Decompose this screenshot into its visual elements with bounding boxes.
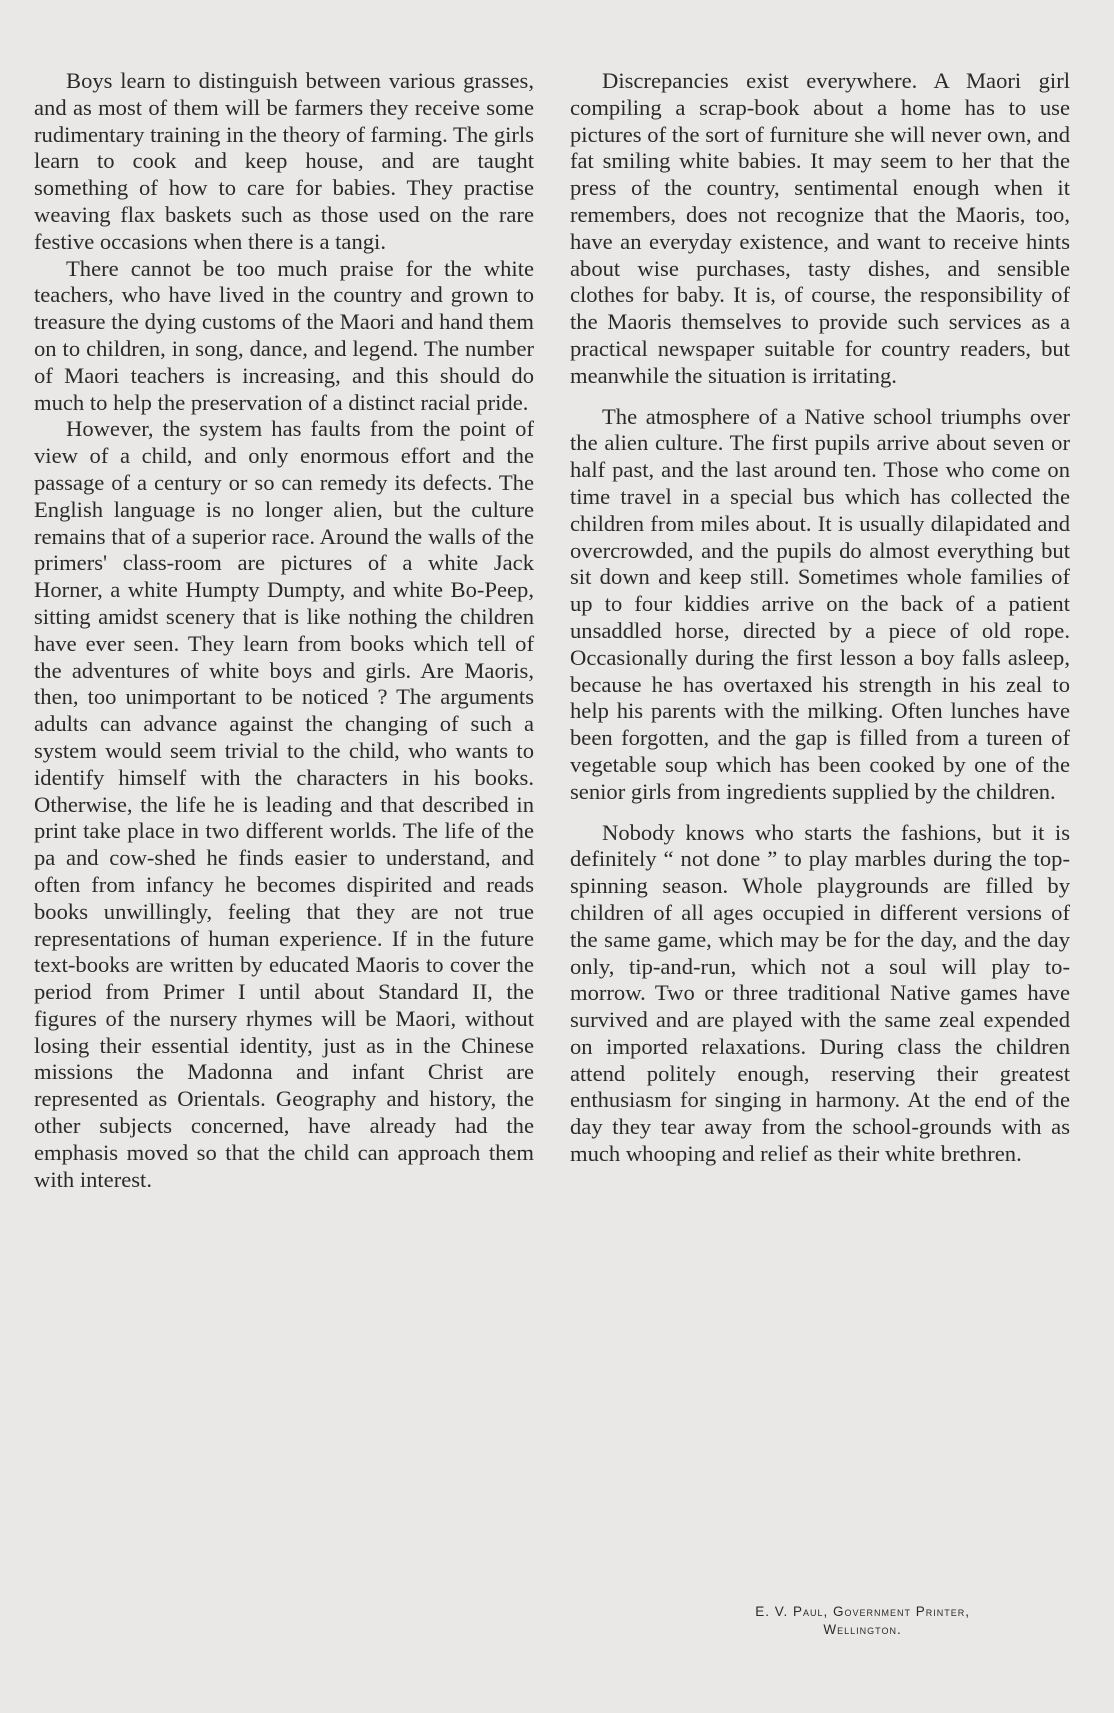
left-column — [34, 68, 534, 1193]
imprint-line-1: E. V. Paul, Government Printer, — [755, 1604, 970, 1619]
paragraph: The atmosphere of a Native school triumphs over the alien culture. The first pupils arrive about seven or half past, and the last around ten. Those who come on time travel in a special bus which has collected the children from miles about. It is usually dilapidated and overcrowded, and the pupils do almost everything but sit down and keep still. Sometimes whole families of up to four kiddies arrive on the back of a patient unsaddled horse, directed by a piece of old rope. Occasionally during the first lesson a boy falls asleep, because he has overtaxed his strength in his zeal to help his parents with the milking. Often lunches have been forgotten, and the gap is filled from a tureen of vegetable soup which has been cooked by one of the senior girls from ingredients supplied by the children. — [570, 403, 1070, 804]
right-column — [570, 68, 1070, 1168]
paragraph: Boys learn to distinguish between various grasses, and as most of them will be farmers they receive some rudimentary training in the theory of farming. The girls learn to cook and keep house, and are taught something of how to care for babies. They practise weaving flax baskets such as those used on the rare festive occasions when there is a tangi. — [34, 68, 534, 254]
printer-imprint — [755, 1603, 970, 1639]
paragraph: Discrepancies exist everywhere. A Maori girl compiling a scrap-book about a home has to use pictures of the sort of furniture she will never own, and fat smiling white babies. It may seem to her that the press of the country, sentimental enough when it remembers, does not recognize that the Maoris, too, have an everyday existence, and want to receive hints about wise purchases, tasty dishes, and sensible clothes for baby. It is, of course, the responsibility of the Maoris themselves to provide such services as a practical newspaper suitable for country readers, but meanwhile the situation is irritating. — [570, 68, 1070, 388]
imprint-line-2: Wellington. — [823, 1622, 902, 1637]
paragraph: However, the system has faults from the point of view of a child, and only enormous effort and the passage of a century or so can remedy its defects. The English language is no longer alien, but the culture remains that of a superior race. Around the walls of the primers' class-room are pictures of a white Jack Horner, a white Humpty Dumpty, and white Bo-Peep, sitting amidst scenery that is like nothing the children have ever seen. They learn from books which tell of the adventures of white boys and girls. Are Maoris, then, too unimportant to be noticed ? The arguments adults can advance against the changing of such a system would seem trivial to the child, who wants to identify himself with the characters in his books. Otherwise, the life he is leading and that described in print take place in two different worlds. The life of the pa and cow-shed he finds easier to understand, and often from infancy he becomes dispirited and reads books unwillingly, feeling that they are not true representations of human experience. If in the future text-books are written by educated Maoris to cover the period from Primer I until about Standard II, the figures of the nursery rhymes will be Maori, without losing their essential identity, just as in the Chinese missions the Madonna and infant Christ are represented as Orientals. Geography and history, the other subjects concerned, have already had the emphasis moved so that the child can approach them with interest. — [34, 416, 534, 1192]
paragraph: There cannot be too much praise for the white teachers, who have lived in the country and grown to treasure the dying customs of the Maori and hand them on to children, in song, dance, and legend. The number of Maori teachers is increasing, and this should do much to help the preservation of a distinct racial pride. — [34, 255, 534, 415]
paragraph: Nobody knows who starts the fashions, but it is definitely “ not done ” to play marbles during the top-spinning season. Whole playgrounds are filled by children of all ages occupied in different versions of the same game, which may be for the day, and the day only, tip-and-run, which not a soul will play to-morrow. Two or three traditional Native games have survived and are played with the same zeal expended on imported relaxations. During class the children attend politely enough, reserving their greatest enthusiasm for singing in harmony. At the end of the day they tear away from the school-grounds with as much whooping and relief as their white brethren. — [570, 819, 1070, 1167]
